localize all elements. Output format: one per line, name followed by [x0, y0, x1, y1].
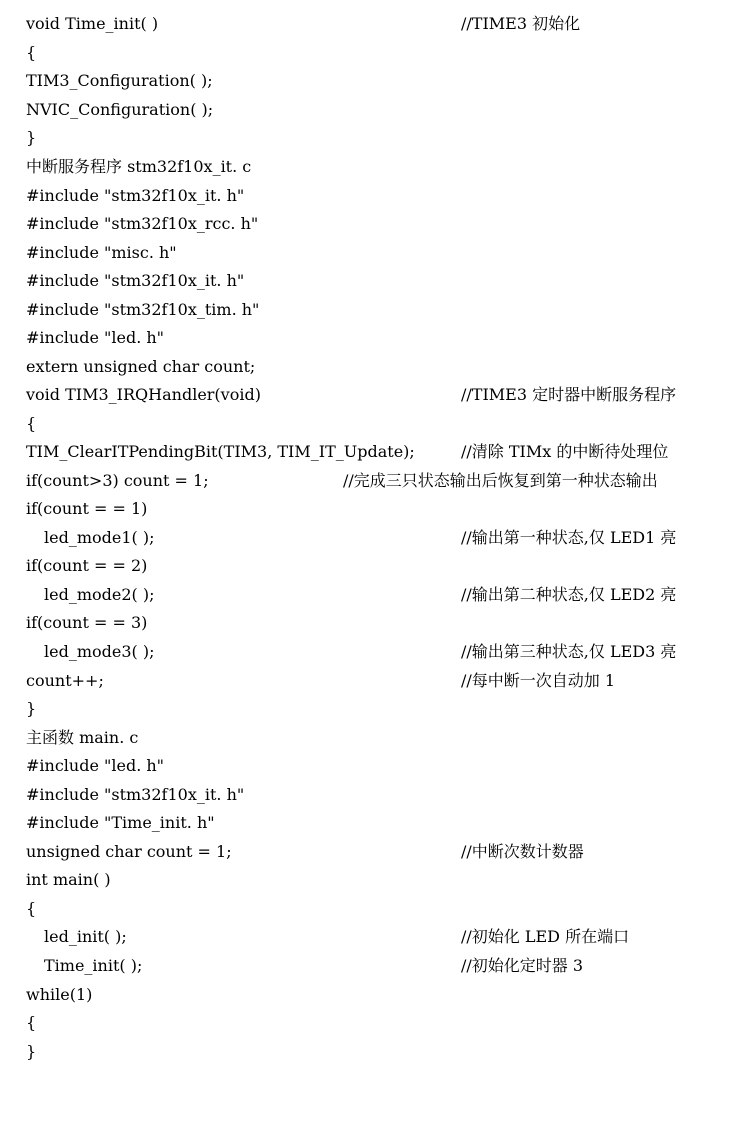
code-text: unsigned char count = 1; [26, 842, 232, 861]
code-line [0, 10, 739, 38]
code-line [0, 809, 739, 837]
code-text: TIM_ClearITPendingBit(TIM3, TIM_IT_Update); [26, 442, 415, 461]
code-text: { [26, 1013, 37, 1032]
code-text: while(1) [26, 985, 93, 1004]
code-line [0, 381, 739, 409]
code-line [0, 524, 739, 552]
code-line [0, 667, 739, 695]
code-line [0, 552, 739, 580]
code-line [0, 781, 739, 809]
code-line [0, 467, 739, 495]
code-text: #include "stm32f10x_tim. h" [26, 300, 260, 319]
code-text: #include "stm32f10x_it. h" [26, 271, 245, 290]
code-text: int main( ) [26, 870, 111, 889]
code-line [0, 182, 739, 210]
code-line [0, 695, 739, 723]
code-text: { [26, 414, 37, 433]
code-comment: //初始化 LED 所在端口 [461, 927, 630, 946]
code-text: 主函数 main. c [26, 728, 139, 747]
code-line [0, 324, 739, 352]
code-line [0, 752, 739, 780]
code-line [0, 438, 739, 466]
code-text: if(count = = 2) [26, 556, 148, 575]
code-text: led_mode2( ); [44, 585, 155, 604]
code-line [0, 1009, 739, 1037]
code-line [0, 866, 739, 894]
code-text: TIM3_Configuration( ); [26, 71, 213, 90]
code-text: count++; [26, 671, 104, 690]
code-comment: //TIME3 定时器中断服务程序 [461, 385, 677, 404]
code-line [0, 609, 739, 637]
code-comment: //完成三只状态输出后恢复到第一种状态输出 [343, 471, 658, 490]
section-heading [0, 153, 739, 181]
code-line [0, 210, 739, 238]
code-text: Time_init( ); [44, 956, 143, 975]
code-line [0, 895, 739, 923]
code-text: #include "stm32f10x_it. h" [26, 785, 245, 804]
section-heading [0, 724, 739, 752]
code-text: { [26, 43, 37, 62]
code-line [0, 838, 739, 866]
code-text: } [26, 699, 37, 718]
code-comment: //输出第三种状态,仅 LED3 亮 [461, 642, 677, 661]
code-text: #include "stm32f10x_rcc. h" [26, 214, 259, 233]
code-line [0, 495, 739, 523]
code-comment: //TIME3 初始化 [461, 14, 581, 33]
code-comment: //中断次数计数器 [461, 842, 584, 861]
code-line [0, 96, 739, 124]
code-text: if(count>3) count = 1; [26, 471, 209, 490]
code-text: 中断服务程序 stm32f10x_it. c [26, 157, 252, 176]
code-text: } [26, 128, 37, 147]
code-text: #include "stm32f10x_it. h" [26, 186, 245, 205]
code-text: #include "led. h" [26, 756, 165, 775]
code-line [0, 923, 739, 951]
code-line [0, 638, 739, 666]
code-text: #include "Time_init. h" [26, 813, 215, 832]
code-comment: //每中断一次自动加 1 [461, 671, 616, 690]
code-text: #include "led. h" [26, 328, 165, 347]
code-comment: //清除 TIMx 的中断待处理位 [461, 442, 669, 461]
code-line [0, 981, 739, 1009]
code-text: #include "misc. h" [26, 243, 177, 262]
code-text: void TIM3_IRQHandler(void) [26, 385, 261, 404]
code-comment: //输出第一种状态,仅 LED1 亮 [461, 528, 677, 547]
code-line [0, 353, 739, 381]
code-text: } [26, 1042, 37, 1061]
code-text: led_mode1( ); [44, 528, 155, 547]
code-line [0, 410, 739, 438]
code-text: NVIC_Configuration( ); [26, 100, 214, 119]
code-comment: //初始化定时器 3 [461, 956, 584, 975]
code-line [0, 239, 739, 267]
code-text: void Time_init( ) [26, 14, 159, 33]
code-text: if(count = = 3) [26, 613, 148, 632]
code-text: led_init( ); [44, 927, 127, 946]
code-text: led_mode3( ); [44, 642, 155, 661]
code-line [0, 581, 739, 609]
code-comment: //输出第二种状态,仅 LED2 亮 [461, 585, 677, 604]
code-line [0, 296, 739, 324]
code-line [0, 952, 739, 980]
code-text: extern unsigned char count; [26, 357, 256, 376]
code-line [0, 267, 739, 295]
code-line [0, 67, 739, 95]
code-line [0, 1038, 739, 1066]
code-line [0, 39, 739, 67]
code-text: { [26, 899, 37, 918]
code-text: if(count = = 1) [26, 499, 148, 518]
code-line [0, 124, 739, 152]
